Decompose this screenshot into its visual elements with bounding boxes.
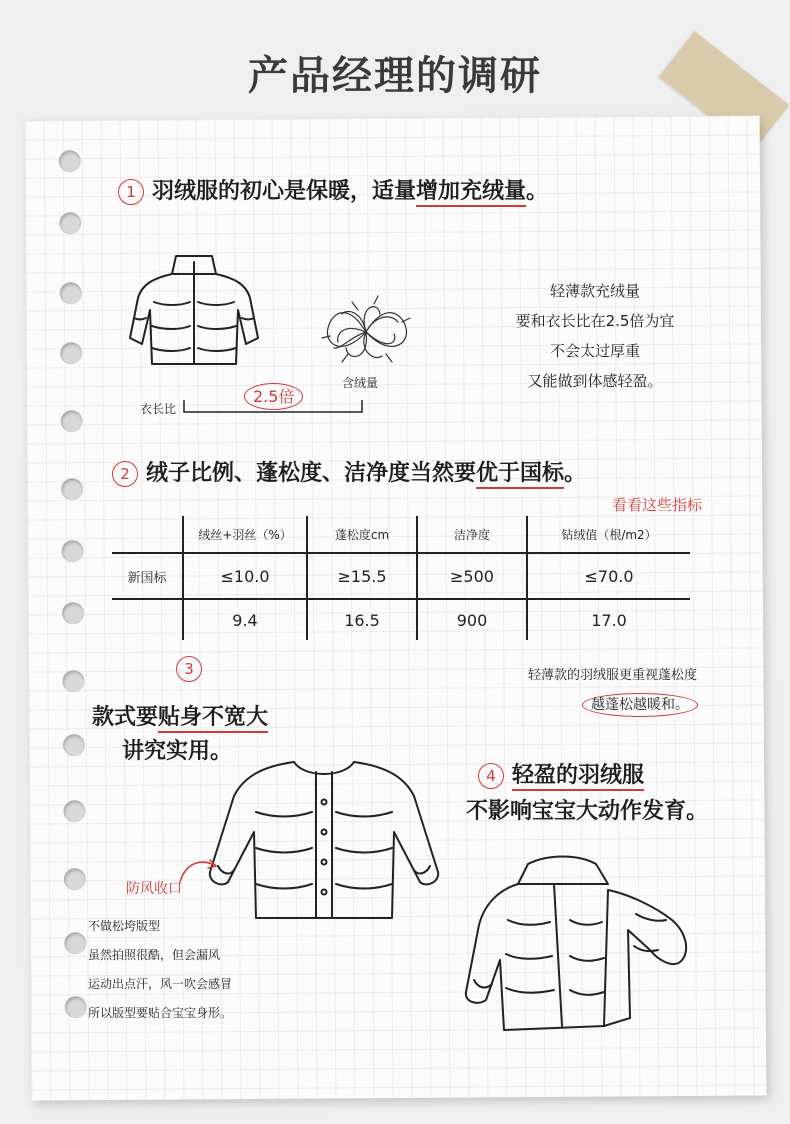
binder-hole	[61, 410, 83, 432]
section3-note-line: 虽然拍照很酷，但会漏风	[88, 948, 221, 962]
binder-hole	[62, 670, 84, 692]
section3-line2: 讲究实用。	[122, 739, 233, 764]
column-header: 钻绒值（根/m2）	[561, 527, 657, 542]
callout-arrow	[176, 854, 220, 888]
section3-number-wrap	[176, 656, 210, 682]
column-header: 洁净度	[417, 516, 527, 553]
binder-hole	[62, 602, 84, 624]
table-row	[112, 599, 690, 640]
table-cell: ≤10.0	[183, 553, 307, 599]
length-ratio-label: 衣长比	[140, 402, 177, 416]
section1-note	[490, 276, 700, 396]
binder-hole	[63, 734, 85, 756]
section1-note-line: 要和衣长比在2.5倍为宜	[515, 312, 675, 330]
binder-hole	[65, 996, 87, 1018]
section4-line1-emphasis: 轻盈的羽绒服	[512, 763, 644, 791]
jacket-sketch-1	[124, 248, 264, 378]
table-cell: 16.5	[307, 599, 417, 640]
section2-heading-text: 绒子比例、蓬松度、洁净度当然要	[146, 461, 477, 486]
binder-hole	[61, 478, 83, 500]
fill-label: 含绒量	[342, 376, 379, 390]
loft-note: 轻薄款的羽绒服更重视蓬松度	[528, 668, 698, 683]
section1-heading-text: 羽绒服的初心是保暖，适量	[152, 179, 417, 204]
table-cell: ≥15.5	[307, 553, 417, 599]
page-title: 产品经理的调研	[248, 53, 542, 99]
jacket-sketch-3	[458, 850, 698, 1040]
binder-hole	[62, 540, 84, 562]
section3-note-line: 运动出点汗，风一吹会感冒	[88, 977, 233, 991]
section2-heading-end: 。	[564, 461, 587, 486]
row-label: 新国标	[112, 553, 183, 599]
section1-heading-emphasis: 增加充绒量	[416, 179, 526, 207]
ratio-value	[244, 384, 303, 407]
table-row	[112, 553, 690, 599]
section3-line1-emphasis: 贴身不宽大	[158, 705, 268, 733]
section3-line1-text: 款式要	[92, 705, 159, 730]
section3-number: 3	[176, 656, 202, 682]
section3-note	[88, 912, 232, 1028]
column-header: 蓬松度cm	[307, 516, 417, 553]
row-label	[112, 599, 183, 640]
table-cell: ≥500	[417, 553, 527, 599]
table-cell: ≤70.0	[527, 553, 690, 599]
section2-heading-emphasis: 优于国标	[476, 461, 564, 489]
table-cell: 9.4	[183, 599, 307, 640]
section4-number: 4	[478, 763, 504, 789]
binder-hole	[60, 282, 82, 304]
binder-hole	[63, 800, 85, 822]
binder-hole	[64, 932, 86, 954]
section1-number: 1	[118, 179, 144, 205]
section1-heading-end: 。	[526, 179, 549, 204]
section2-number: 2	[112, 461, 138, 487]
section4-line2: 不影响宝宝大动作发育。	[466, 799, 709, 824]
section1-note-line: 又能做到体感轻盈。	[527, 372, 663, 390]
section3-note-line: 不做松垮版型	[88, 919, 161, 933]
table-corner	[112, 516, 183, 553]
section1-note-line: 轻薄款充绒量	[549, 282, 640, 300]
ratio-value-oval: 2.5倍	[244, 383, 303, 410]
section3-line1	[92, 700, 268, 731]
table-cell: 900	[417, 599, 527, 640]
down-cluster-sketch	[318, 292, 414, 372]
section1-heading	[118, 174, 548, 205]
windproof-callout: 防风收口	[126, 881, 182, 897]
loft-note-emphasis	[582, 694, 698, 714]
column-header: 绒丝+羽丝（%）	[183, 516, 307, 553]
indicator-callout: 看看这些指标	[612, 496, 703, 514]
binder-hole	[59, 212, 81, 234]
table-cell: 17.0	[591, 610, 627, 630]
section4-line1	[478, 758, 644, 789]
binder-hole	[64, 868, 86, 890]
binder-hole	[60, 342, 82, 364]
spec-table	[112, 516, 690, 640]
jacket-sketch-2	[204, 752, 444, 932]
section1-note-line: 不会太过厚重	[549, 342, 640, 360]
section3-note-line: 所以版型要贴合宝宝身形。	[88, 1006, 233, 1020]
table-header-row	[112, 516, 690, 553]
binder-hole	[59, 150, 81, 172]
loft-note-oval: 越蓬松越暖和。	[582, 693, 698, 717]
section2-heading	[112, 456, 586, 487]
